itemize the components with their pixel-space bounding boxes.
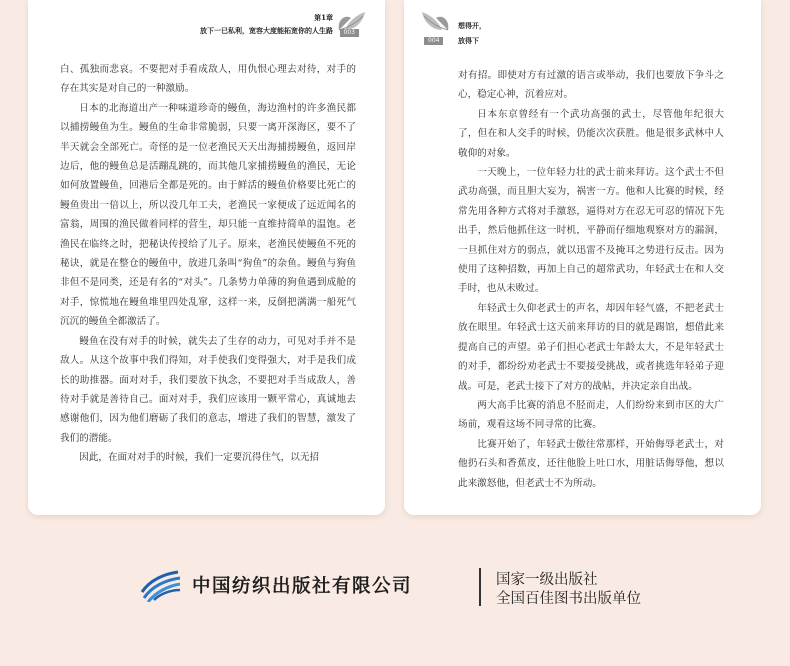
page-number: 003 [340,29,359,37]
leaf-ornament-icon [420,8,454,38]
chapter-label: 第1章 [314,13,333,22]
chapter-subtitle: 放得下 [458,36,479,45]
paragraph: 一天晚上，一位年轻力壮的武士前来拜访。这个武士不但武功高强，而且胆大妄为，祸害一方。他和人比赛的时候，经常先用各种方式将对手激怒，逼得对方在忍无可忍的情况下先出手，然后他抓住这一时机，平静而仔细地观察对方的漏洞，一旦抓住对方的弱点，就以迅雷不及掩耳之势进行反击。因为使用了这种招数，再加上自己的超常武功，年轻武士在和人交手时，也从未败过。 [458,167,724,295]
paragraph: 比赛开始了，年轻武士傲往常那样，开始侮辱老武士，对他扔石头和香蕉皮，还往他脸上吐口水，用脏话侮辱他，想以此来激怒他，但老武士不为所动。 [458,438,724,489]
page-number: 004 [424,37,443,45]
left-book-page [28,0,385,515]
chapter-label: 想得开， [458,21,486,30]
publisher-slogan-line1: 国家一级出版社 [496,572,598,588]
publisher-logo-icon [140,570,182,602]
publisher-slogan-line2: 全国百佳图书出版单位 [496,591,641,607]
paragraph: 两大高手比赛的消息不胫而走，人们纷纷来到市区的大广场前，观看这场不同寻常的比赛。 [458,399,724,431]
paragraph: 对有招。即使对方有过激的语言或举动，我们也要放下争斗之心，稳定心神，沉着应对。 [458,70,724,101]
left-page-header [28,8,385,42]
publisher-footer [140,568,660,608]
paragraph: 日本的北海道出产一种味道珍奇的鳗鱼，海边渔村的许多渔民都以捕捞鳗鱼为生。鳗鱼的生命非常脆弱，只要一离开深海区，要不了半天就会全部死亡。奇怪的是一位老渔民天天出海捕捞鳗鱼，返回岸边后，他的鳗鱼总是活蹦乱跳的，而其他几家捕捞鳗鱼的渔民，无论如何放置鳗鱼，回港后全都是死的。由于鲜活的鳗鱼价格要比死亡的鳗鱼贵出一倍以上，所以没几年工夫，老渔民一家便成了远近闻名的富翁，周围的渔民做着同样的营生，却只能一直维持简单的温饱。老渔民在临终之时，把秘诀传授给了儿子。原来，老渔民使鳗鱼不死的秘诀，就是在整仓的鳗鱼中，放进几条叫“狗鱼”的杂鱼。鳗鱼与狗鱼非但不是同类，还是有名的“对头”。几条势力单薄的狗鱼遇到成舱的对手，惊慌地在鳗鱼堆里四处乱窜，这样一来，反倒把满满一船死气沉沉的鳗鱼全都激活了。 [60,102,356,328]
paragraph: 因此，在面对对手的时候，我们一定要沉得住气，以无招 [79,452,320,464]
left-page-body [60,60,356,468]
paragraph: 鳗鱼在没有对手的时候，就失去了生存的动力，可见对手并不是敌人。从这个故事中我们得知，对手使我们变得强大，对手是我们成长的助推器。面对对手，我们要放下执念，不要把对手当成敌人，善待对手就是善待自己。面对对手，我们应该用一颗平常心，真诚地去感谢他们，因为他们磨砺了我们的意志，增进了我们的智慧，激发了我们的潜能。 [60,335,356,444]
paragraph: 日本东京曾经有一个武功高强的武士，尽管他年纪很大了，但在和人交手的时候，仍能次次获胜。他是很多武林中人敬仰的对象。 [458,108,724,159]
paragraph: 年轻武士久仰老武士的声名，却因年轻气盛，不把老武士放在眼里。年轻武士这天前来拜访的目的就是踢馆，想借此来提高自己的声望。弟子们担心老武士年龄太大，不是年轻武士的对手，都纷纷劝老武士不要接受挑战，或者挑选年轻弟子迎战。可是，老武士接下了对方的战帖，并决定亲自出战。 [458,302,724,392]
right-page-header [404,8,761,45]
publisher-name: 中国纺织出版社有限公司 [192,576,413,597]
paragraph: 白、孤独而悲哀。不要把对手看成敌人，用仇恨心理去对待，对手的存在其实是对自己的一种激励。 [60,64,356,95]
right-page-body [458,66,724,493]
footer-divider [479,568,481,606]
chapter-subtitle: 放下一已私利，宽容大度能拓宽你的人生路 [200,26,333,35]
right-book-page [404,0,761,515]
